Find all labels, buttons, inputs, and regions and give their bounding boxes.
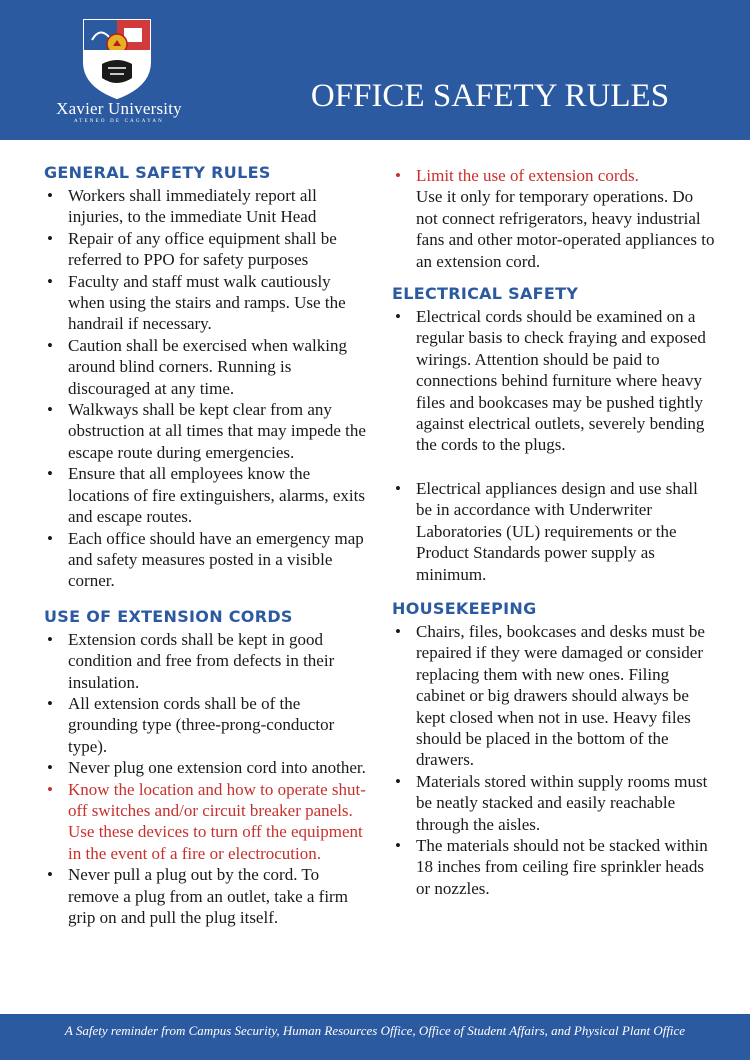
list-item: • Materials stored within supply rooms must be neatly stacked and easily reachable through the aisles. — [392, 771, 718, 835]
warning-text: Limit the use of extension cords. — [416, 166, 639, 185]
general-safety-list — [44, 185, 370, 592]
warning-note: Use it only for temporary operations. Do not connect refrigerators, heavy industrial fans and other motor-operated appliances to an extension cord. — [416, 187, 715, 271]
list-item: • Electrical cords should be examined on a regular basis to check fraying and exposed wirings. Attention should be paid to connections behind furniture where heavy files and bookcases may be pushed tightly against electrical outlets, severely bending the cords to the plugs. — [392, 306, 718, 456]
university-seal-logo — [80, 16, 154, 100]
left-column — [44, 163, 370, 928]
electrical-safety-list — [392, 306, 718, 585]
list-item: • Electrical appliances design and use shall be in accordance with Underwriter Laboratories (UL) requirements or the Product Standards power supply as minimum. — [392, 478, 718, 585]
extension-cords-list-continued — [392, 165, 718, 272]
list-item: • The materials should not be stacked within 18 inches from ceiling fire sprinkler heads or nozzles. — [392, 835, 718, 899]
list-item-warning: • Know the location and how to operate shut-off switches and/or circuit breaker panels. Use these devices to turn off the equipment in the event of a fire or electrocution. — [44, 779, 370, 865]
list-item: • Extension cords shall be kept in good condition and free from defects in their insulation. — [44, 629, 370, 693]
page-title: OFFICE SAFETY RULES — [310, 78, 670, 115]
housekeeping-heading: HOUSEKEEPING — [392, 598, 537, 618]
list-item: • Walkways shall be kept clear from any obstruction at all times that may impede the escape route during emergencies. — [44, 399, 370, 463]
electrical-safety-heading: ELECTRICAL SAFETY — [392, 284, 579, 304]
general-safety-heading: GENERAL SAFETY RULES — [44, 163, 271, 182]
page-header — [0, 0, 750, 140]
list-item: • Never plug one extension cord into another. — [44, 757, 370, 778]
extension-cords-list — [44, 629, 370, 929]
list-item-warning — [392, 165, 718, 272]
housekeeping-list — [392, 621, 718, 899]
university-name: Xavier University — [56, 99, 182, 118]
list-item: • Caution shall be exercised when walking around blind corners. Running is discouraged at any time. — [44, 335, 370, 399]
university-subtitle: ATENEO DE CAGAYAN — [74, 119, 164, 124]
list-item: • All extension cords shall be of the grounding type (three-prong-conductor type). — [44, 693, 370, 757]
right-column — [392, 165, 718, 899]
list-item: • Faculty and staff must walk cautiously when using the stairs and ramps. Use the handrail if necessary. — [44, 271, 370, 335]
list-item: • Repair of any office equipment shall be referred to PPO for safety purposes — [44, 228, 370, 271]
list-item: • Ensure that all employees know the locations of fire extinguishers, alarms, exits and escape routes. — [44, 463, 370, 527]
list-item: • Workers shall immediately report all injuries, to the immediate Unit Head — [44, 185, 370, 228]
footer-text: A Safety reminder from Campus Security, Human Resources Office, Office of Student Affairs, and Physical Plant Office — [64, 1023, 686, 1038]
list-item: • Chairs, files, bookcases and desks must be repaired if they were damaged or consider replacing them with new ones. Filing cabinet or big drawers should always be kept closed when not in use. Heavy files should be placed in the bottom of the drawers. — [392, 621, 718, 771]
extension-cords-heading: USE OF EXTENSION CORDS — [44, 606, 293, 626]
list-item: • Each office should have an emergency map and safety measures posted in a visible corner. — [44, 528, 370, 592]
list-item: • Never pull a plug out by the cord. To remove a plug from an outlet, take a firm grip on and pull the plug itself. — [44, 864, 370, 928]
page-footer — [0, 1014, 750, 1060]
